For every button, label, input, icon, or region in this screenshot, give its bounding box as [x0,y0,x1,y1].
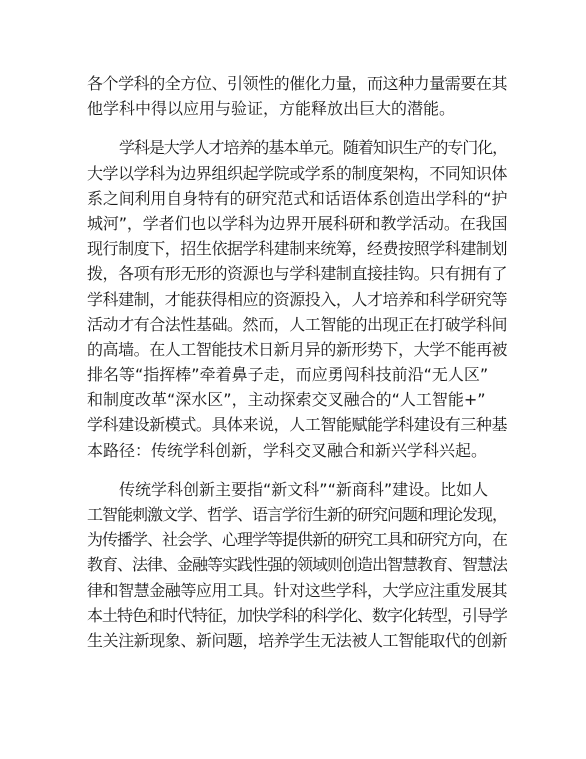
text-line: 拨，各项有形无形的资源也与学科建制直接挂钩。只有拥有了 [87,264,507,284]
text-line: 生关注新现象、新问题，培养学生无法被人工智能取代的创新 [87,630,507,650]
text-line: 的高墙。在人工智能技术日新月异的新形势下，大学不能再被 [87,339,507,359]
text-line: 律和智慧金融等应用工具。针对这些学科，大学应注重发展其 [87,580,507,600]
text-line: 教育、法律、金融等实践性强的领域则创造出智慧教育、智慧法 [87,555,507,575]
text-line: 系之间利用自身特有的研究范式和话语体系创造出学科的“护 [87,188,507,208]
text-line: 学科建制，才能获得相应的资源投入，人才培养和科学研究等 [87,289,507,309]
text-line: 为传播学、社会学、心理学等提供新的研究工具和研究方向，在 [87,530,507,550]
text-line: 传统学科创新主要指“新文科”“新商科”建设。比如人 [119,479,489,499]
text-line: 学科建设新模式。具体来说，人工智能赋能学科建设有三种基 [87,415,507,435]
paragraph-traditional [87,477,507,653]
text-line: 和制度改革“深水区”，主动探索交叉融合的“人工智能+” [87,390,486,410]
body-text [87,71,507,653]
paragraph-discipline [87,135,507,462]
text-line: 活动才有合法性基础。然而，人工智能的出现正在打破学科间 [87,314,507,334]
text-line: 排名等“指挥棒”牵着鼻子走，而应勇闯科技前沿“无人区” [87,365,489,385]
paragraph-continued [87,71,507,121]
text-line: 现行制度下，招生依据学科建制来统筹，经费按照学科建制划 [87,239,507,259]
text-line: 他学科中得以应用与验证，方能释放出巨大的潜能。 [87,99,456,119]
text-line: 大学以学科为边界组织起学院或学系的制度架构，不同知识体 [87,163,507,183]
text-line: 各个学科的全方位、引领性的催化力量，而这种力量需要在其 [87,74,507,93]
text-line: 本土特色和时代特征，加快学科的科学化、数字化转型，引导学 [87,605,507,625]
text-line: 城河”，学者们也以学科为边界开展科研和教学活动。在我国 [87,213,507,233]
text-line: 学科是大学人才培养的基本单元。随着知识生产的专门化， [119,138,507,158]
text-line: 本路径：传统学科创新，学科交叉融合和新兴学科兴起。 [87,440,488,460]
text-line: 工智能刺激文学、哲学、语言学衍生新的研究问题和理论发现， [87,505,507,524]
